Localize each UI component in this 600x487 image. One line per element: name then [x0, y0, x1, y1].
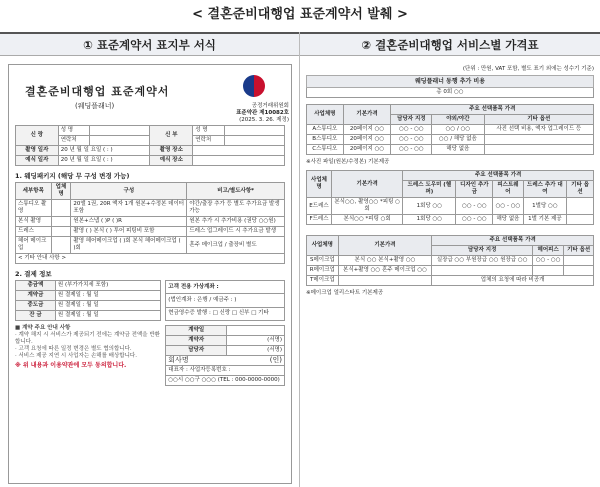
contract-title: 결혼준비대행업 표준계약서	[25, 85, 170, 98]
makeup-price-table: 사업체명 기본가격 주요 선택품목 가격 담당자 지정 헤어피스 기타 옵션 S메이크업 본식 ○○ 본식+촬영 ○○ 실장급 ○○ 부원장급 ○○ 원장급 ○○ ○○ - ○○ R메이크업 본식+촬영 ○○ 혼주 메이크업 ○○ T메이크업 업체의 요청에 따라 비공개	[306, 235, 594, 286]
studio-footnote: ※사진 파일(원본/수정본) 기본제공	[306, 159, 390, 165]
right-column-title: ② 결혼준비대행업 서비스별 가격표	[300, 32, 600, 56]
unit-note: (단위 : 만원, VAT 포함, 별도 표기 외에는 성수기 기준)	[462, 66, 594, 72]
planner-fee-table: 웨딩플래너 동행 추가 비용 총 0회 ○○	[306, 75, 594, 98]
contract-subtitle: (웨딩플래너)	[75, 102, 115, 110]
account-table: 고객 전용 가상계좌 : (법인계좌 : 은행 / 예금주 : ) 현금영수증 발행 : □ 신랑 □ 신부 □ 기타	[165, 280, 285, 321]
left-column-title: ① 표준계약서 표지부 서식	[0, 32, 299, 56]
section2-title: 2. 결제 정보	[15, 270, 52, 278]
price-list	[306, 64, 594, 484]
section1-title: 1. 웨딩패키지 (해당 무 구성 변경 가능)	[15, 172, 130, 180]
column-divider	[299, 32, 300, 487]
notice-box: ■ 계약 주요 안내 사항 · 계약 해지 시 서비스가 제공되기 전에는 계약금 전액을 반환합니다. · 고객 요청에 따른 일정 변경은 별도 협의합니다. · 서비스 제공 지연 시 사업자는 손해를 배상합니다. ※ 위 내용과 이용약관에 모두 동의합니다.	[15, 325, 160, 369]
studio-price-table: 사업체명 기본가격 주요 선택품목 가격 담당자 지정 야외/야간 기타 옵션 A스튜디오 20페이지 ○○ ○○ - ○○ ○○ / ○○ 사진 선택 비용, 액자 업그레이드 등 B스튜디오 20페이지 ○○ ○○ - ○○ ○○ / 해당 없음 C스튜디오 20페이지 ○○ ○○ - ○○ 해당 없음	[306, 104, 594, 155]
makeup-footnote: ※메이크업 얼리스타트 기본제공	[306, 290, 384, 296]
dress-price-table: 사업체명 기본가격 주요 선택품목 가격 드레스 도우미 (헬퍼) 디자인 추가금 피스트웨어 드레스 추가 대여 기타 옵션 E드레스 본식○○, 촬영○○ *피팅 ○회 1회당 ○○ ○○ - ○○ ○○ - ○○ 1벌당 ○○ F드레스 본식○○ *피팅 ○회 1회당 ○○ ○○ - ○○ 해당 없음 1벌 기본 제공	[306, 170, 594, 225]
payment-table: 총금액 원 (부가가치세 포함) 계약금 원 결제일 : 월 일 중도금 원 결제일 : 월 일 잔 금 원 결제일 : 월 일	[15, 280, 161, 321]
party-table: 신 랑 성 명 신 부 성 명 연락처 연락처 촬영 일자 20 년 월 일 요일 ( : ) 촬영 장소 예식 일자 20 년 월 일 요일 ( : ) 예식 장소	[15, 125, 285, 166]
agreement-confirm: ※ 위 내용과 이용약관에 모두 동의합니다.	[15, 362, 127, 369]
signature-table: 계약일 계약자 (서명) 담당자 (서명) 회사명 (인) 대표자 : 사업자등록번호 : ○○시 ○○구 ○○○ (TEL : 000-0000-0000)	[165, 325, 285, 386]
government-seal-icon	[243, 75, 265, 97]
page-header: < 결혼준비대행업 표준계약서 발췌 >	[192, 7, 408, 22]
package-table: 세부항목 업체명 구성 비고/별도사항* 스튜디오 촬영 20앨 1권, 20R 액자 1개 원본+수정본 데이터 포함 야간/출장 추가 등 별도 추가요금 발생 가능 본식 촬영 원본+스냅 ( )P ( )R 원본 추가 시 추가비용 (권당 ○○원) 드레스 촬영 ( ) 본식 ( ) 투어 피팅비 포함 드레스 업그레이드 시 추가요금 발생 헤어 메이크업 촬영 헤어메이크업 ( )회 본식 헤어메이크업 ( )회 혼주 메이크업 / 출장비 별도 < 기타 안내 사항 >	[15, 182, 285, 264]
contract-form	[8, 64, 292, 484]
publisher-info: 공정거래위원회 표준약관 제10082호 (2025. 3. 26. 제정)	[236, 103, 289, 123]
